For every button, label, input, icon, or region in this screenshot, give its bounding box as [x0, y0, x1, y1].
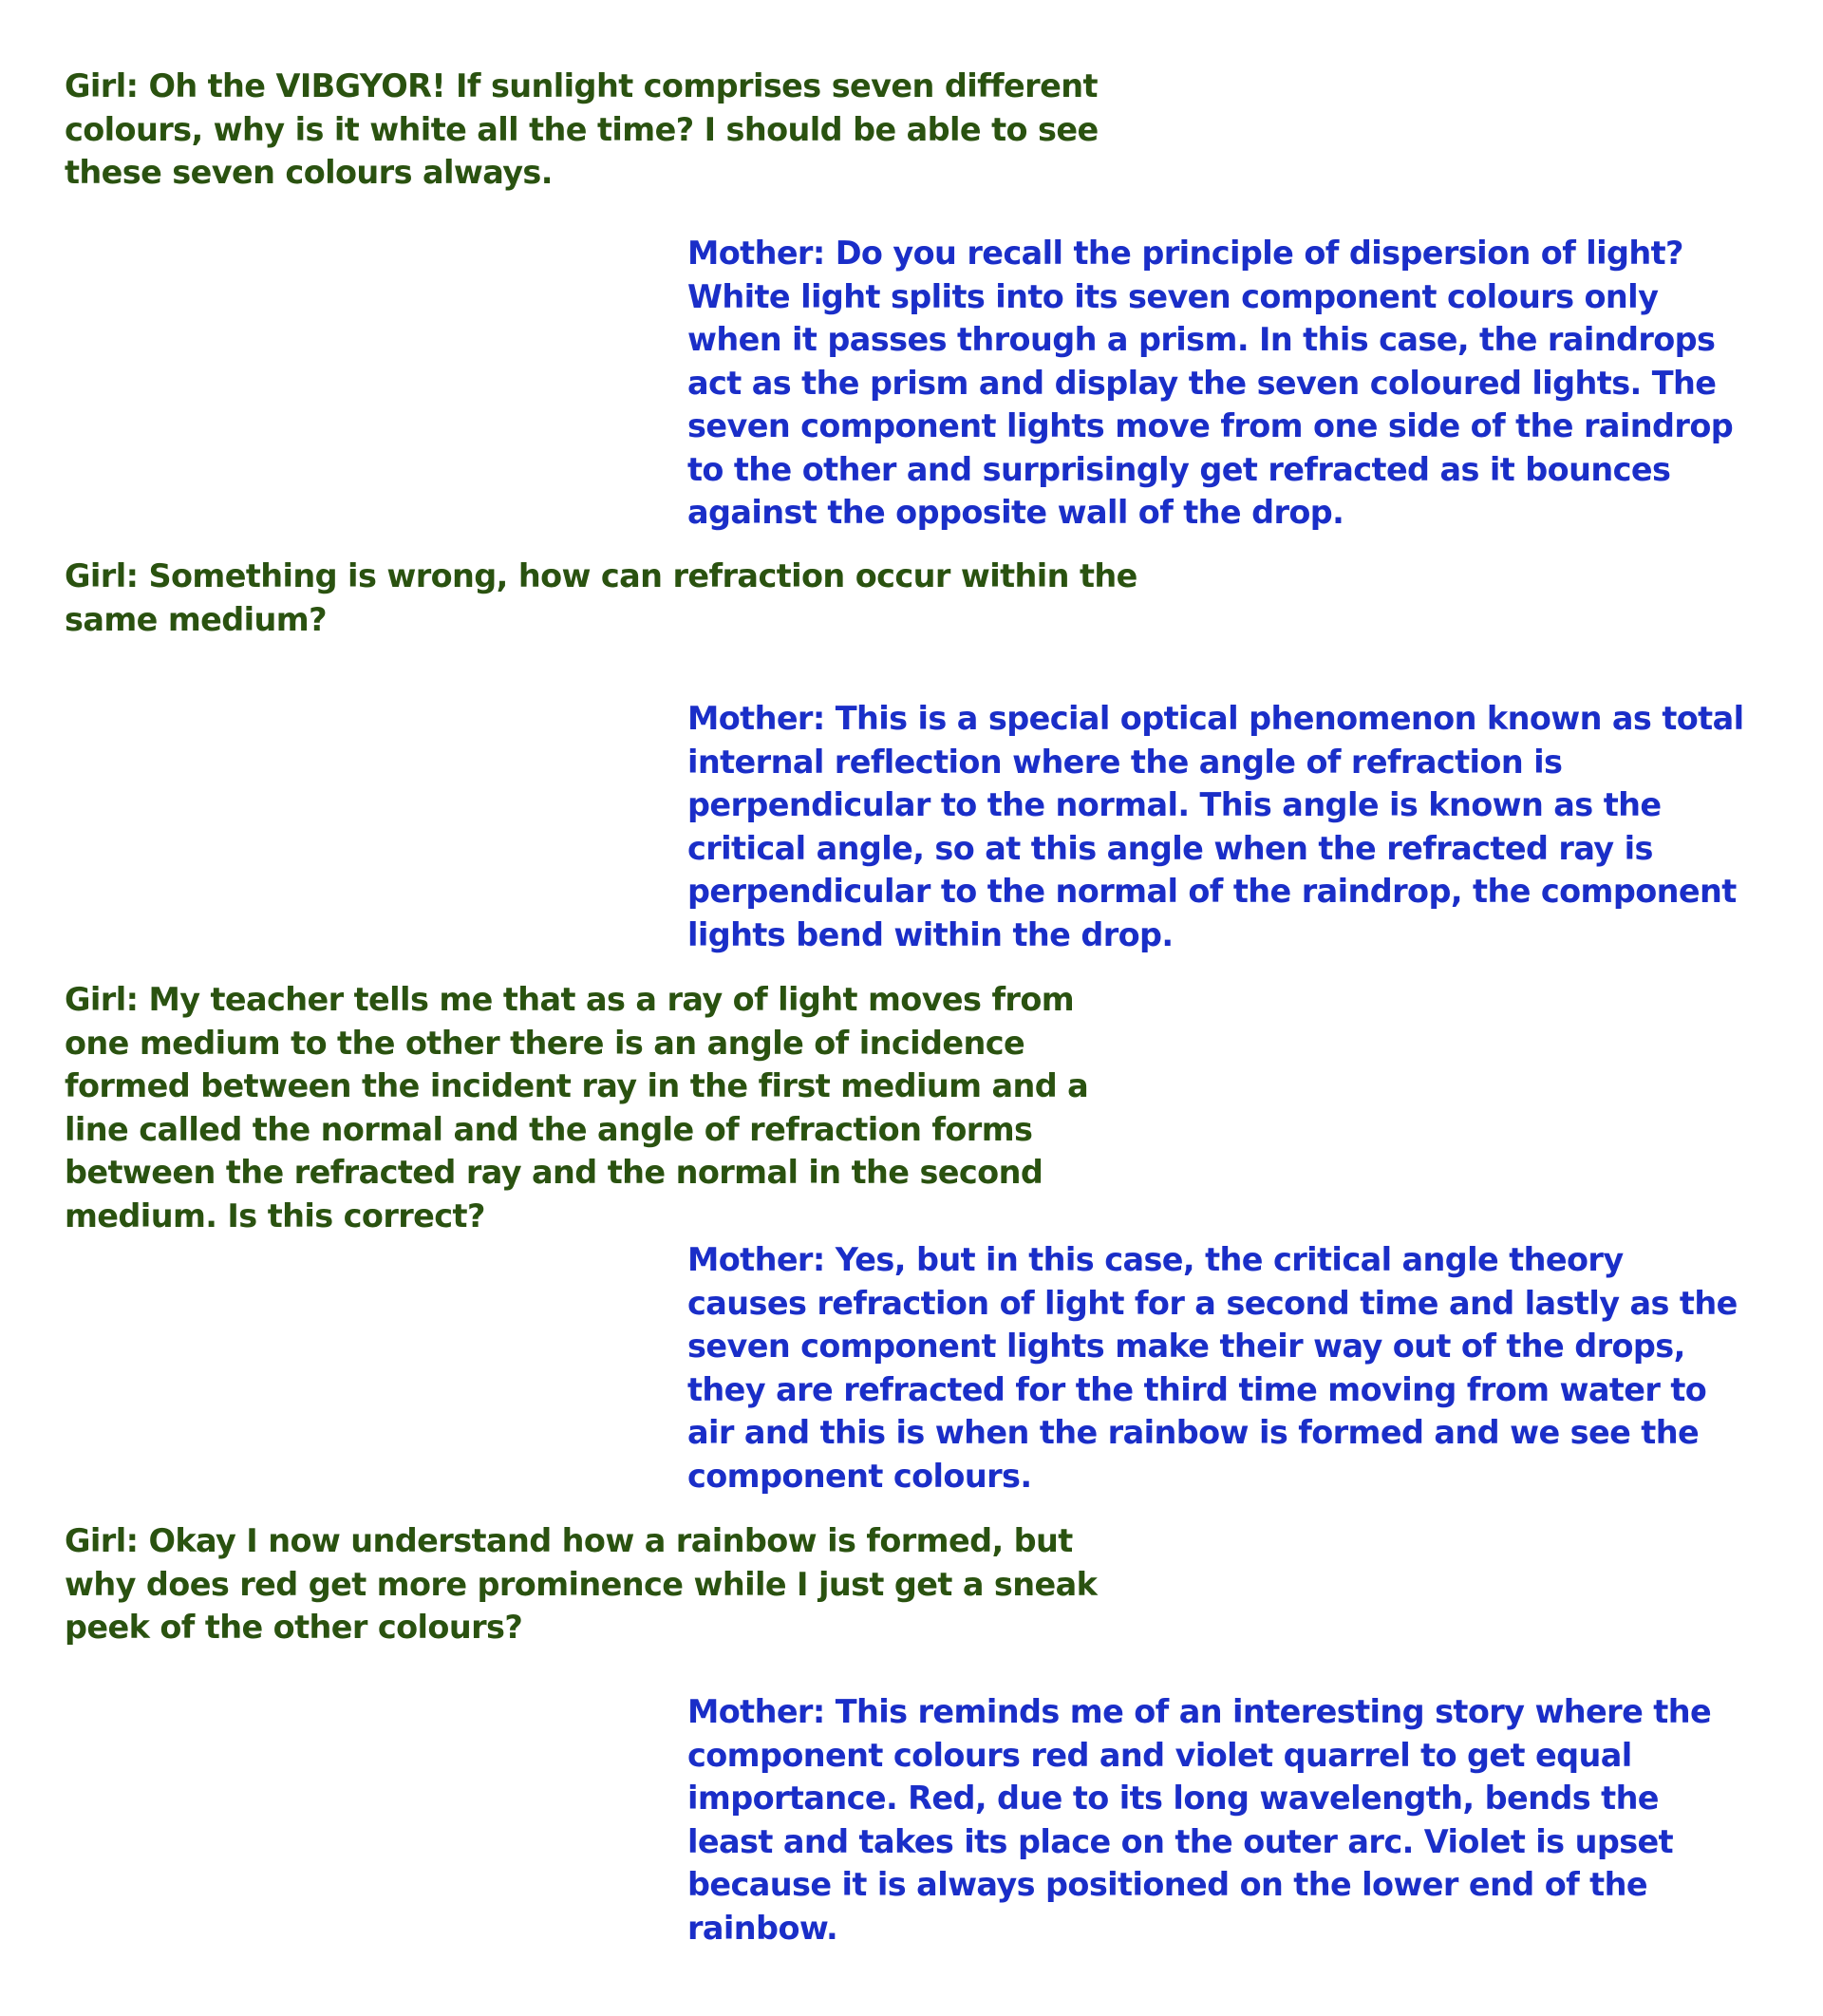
speaker-label: Girl: — [65, 1522, 139, 1559]
dialogue-text: Okay I now understand how a rainbow is formed, but why does red get more prominence while I just get a sneak peek of the other colours? — [65, 1522, 1098, 1646]
dialogue-line-mother — [687, 697, 1751, 956]
speaker-label: Mother: — [687, 700, 825, 737]
dialogue-line-girl — [65, 978, 1137, 1237]
dialogue-text: My teacher tells me that as a ray of light moves from one medium to the other there is an angle of incidence formed between the incident ray in the first medium and a line called the normal and the angle of refraction forms between the refracted ray and the normal in the second medium. Is this correct? — [65, 981, 1089, 1234]
dialogue-line-mother — [687, 232, 1751, 535]
dialogue-line-girl — [65, 65, 1137, 195]
dialogue-line-mother — [687, 1690, 1751, 1950]
dialogue-line-mother — [687, 1238, 1751, 1498]
speaker-label: Mother: — [687, 235, 825, 272]
dialogue-text: This is a special optical phenomenon known as total internal reflection where the angle of refraction is perpendicular to the normal. This angle is known as the critical angle, so at this angle when the refracted ray is perpendicular to the normal of the raindrop, the component lights bend within the drop. — [687, 700, 1744, 953]
dialogue-text: Oh the VIBGYOR! If sunlight comprises seven different colours, why is it white all the time? I should be able to see these seven colours always. — [65, 67, 1099, 191]
speaker-label: Mother: — [687, 1241, 825, 1278]
dialogue-line-girl — [65, 1519, 1137, 1649]
dialogue-line-girl — [65, 555, 1137, 641]
speaker-label: Mother: — [687, 1693, 825, 1730]
dialogue-text: Something is wrong, how can refraction occur within the same medium? — [65, 557, 1137, 638]
dialogue-text: Yes, but in this case, the critical angle theory causes refraction of light for a second time and lastly as the seven component lights make their way out of the drops, they are refracted for the third time moving from water to air and this is when the rainbow is formed and we see the component colours. — [687, 1241, 1738, 1495]
speaker-label: Girl: — [65, 557, 139, 594]
dialogue-text: Do you recall the principle of dispersion of light? White light splits into its seven component colours only when it passes through a prism. In this case, the raindrops act as the prism and display the seven coloured lights. The seven component lights move from one side of the raindrop to the other and surprisingly get refracted as it bounces against the opposite wall of the drop. — [687, 235, 1734, 531]
speaker-label: Girl: — [65, 981, 139, 1018]
speaker-label: Girl: — [65, 67, 139, 104]
dialogue-text: This reminds me of an interesting story where the component colours red and violet quarrel to get equal importance. Red, due to its long wavelength, bends the least and takes its place on the outer arc. Violet is upset because it is always positioned on the lower end of the rainbow. — [687, 1693, 1712, 1947]
